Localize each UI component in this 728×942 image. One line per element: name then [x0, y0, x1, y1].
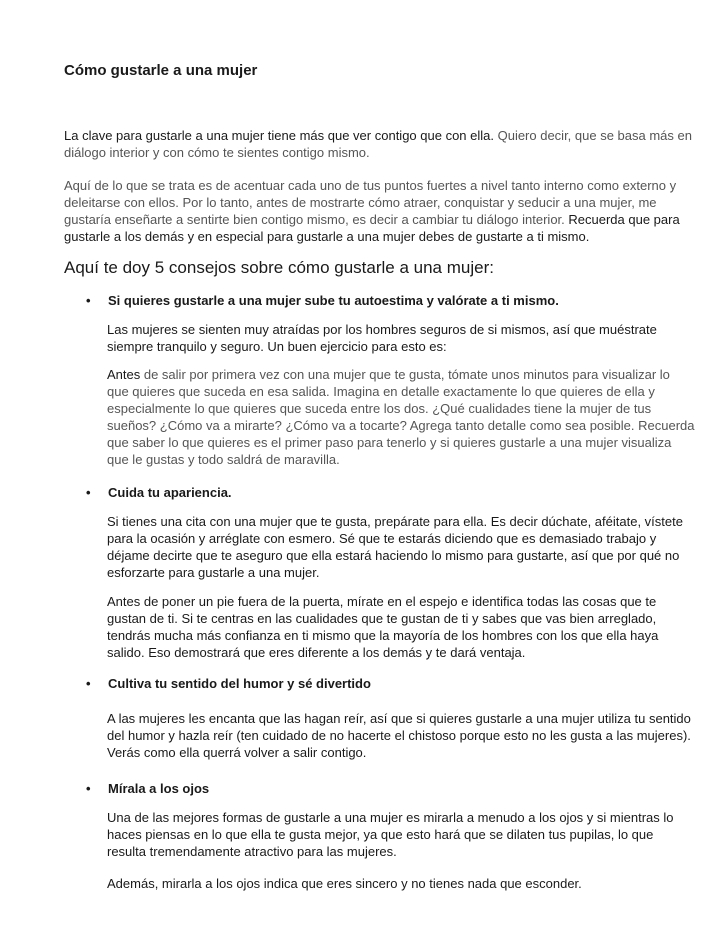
tip-1-heading-text: Si quieres gustarle a una mujer sube tu autoestima y valórate a ti mismo.: [108, 293, 559, 308]
tip-3-heading: [86, 675, 371, 692]
bullet-icon: •: [86, 676, 91, 691]
tip-4-heading: [86, 780, 209, 797]
tip-1-paragraph-2: [107, 366, 695, 468]
tips-subheading: Aquí te doy 5 consejos sobre cómo gustarle a una mujer:: [64, 258, 494, 277]
tip-1-paragraph-1: Las mujeres se sienten muy atraídas por los hombres seguros de si mismos, así que muéstrate siempre tranquilo y seguro. Un buen ejercicio para esto es:: [107, 322, 657, 354]
bullet-icon: •: [86, 485, 91, 500]
tip-4-heading-text: Mírala a los ojos: [108, 781, 210, 796]
tip-2-heading: [86, 484, 232, 501]
bullet-icon: •: [86, 293, 91, 308]
intro-p2-dark: Recuerda que para gustarle a los demás y en especial para gustarle a una mujer debes de gustarte a ti mismo.: [64, 212, 680, 244]
tip-2-paragraph-2: Antes de poner un pie fuera de la puerta, mírate en el espejo e identifica todas las cosas que te gustan de ti. Si te centras en las cualidades que te gustan de ti y sabes que vas bien arreglado, tendrás mucha más confianza en ti mismo que la mayoría de los hombres con los que ella haya salido. Eso demostrará que eres diferente a los demás y te dará ventaja.: [107, 594, 659, 660]
intro-paragraph-2: [64, 177, 696, 245]
tip-4-paragraph-1: Una de las mejores formas de gustarle a una mujer es mirarla a menudo a los ojos y si mientras lo haces piensas en lo que ella te gusta mejor, ya que esto hará que se dilaten tus pupilas, lo que resulta tremendamente atractivo para las mujeres.: [107, 810, 674, 859]
intro-p2-gray: Aquí de lo que se trata es de acentuar cada uno de tus puntos fuertes a nivel tanto interno como externo y deleitarse con ellos. Por lo tanto, antes de mostrarte cómo atraer, conquistar y seducir a una mujer, me gustaría enseñarte a sentirte bien contigo mismo, es decir a cambiar tu diálogo interior.: [64, 178, 677, 227]
tip-2-paragraph-1: Si tienes una cita con una mujer que te gusta, prepárate para ella. Es decir dúchate, aféitate, vístete para la ocasión y arréglate con esmero. Sé que te estarás diciendo que es demasiado trabajo y déjame decirte que te aseguro que ella estará haciendo lo mismo para gustarte, así que por qué no esforzarte para gustarle a una mujer.: [107, 514, 683, 580]
tip-3-heading-text: Cultiva tu sentido del humor y sé divertido: [108, 676, 371, 691]
bullet-icon: •: [86, 781, 91, 796]
tip-3-paragraph-1: A las mujeres les encanta que las hagan reír, así que si quieres gustarle a una mujer utiliza tu sentido del humor y hazla reír (ten cuidado de no hacerte el chistoso porque esto no les gusta a las mujeres). Verás como ella querrá volver a salir contigo.: [107, 711, 691, 760]
tip-4-paragraph-2: Además, mirarla a los ojos indica que eres sincero y no tienes nada que esconder.: [107, 876, 582, 891]
tip-1-heading: [86, 292, 559, 309]
document-title: Cómo gustarle a una mujer: [64, 62, 258, 79]
tip-1-p2-dark: Antes: [107, 367, 141, 382]
intro-p1-gray: Quiero decir, que se basa más en diálogo interior y con cómo te sientes contigo mismo.: [64, 128, 692, 160]
intro-paragraph-1: [64, 127, 696, 161]
intro-p1-dark: La clave para gustarle a una mujer tiene más que ver contigo que con ella.: [64, 128, 494, 143]
tip-1-p2-gray: de salir por primera vez con una mujer que te gusta, tómate unos minutos para visualizar lo que quieres que suceda en esa salida. Imagina en detalle exactamente lo que quieres de ella y especialmente lo que quieres que suceda entre los dos. ¿Qué cualidades tiene la mujer de tus sueños? ¿Cómo va a mirarte? ¿Cómo va a tocarte? Agrega tanto detalle como sea posible. Recuerda que saber lo que quieres es el primer paso para tenerlo y si quieres gustarle a una mujer visualiza que le gustas y todo saldrá de maravilla.: [107, 367, 695, 467]
tip-2-heading-text: Cuida tu apariencia.: [108, 485, 232, 500]
